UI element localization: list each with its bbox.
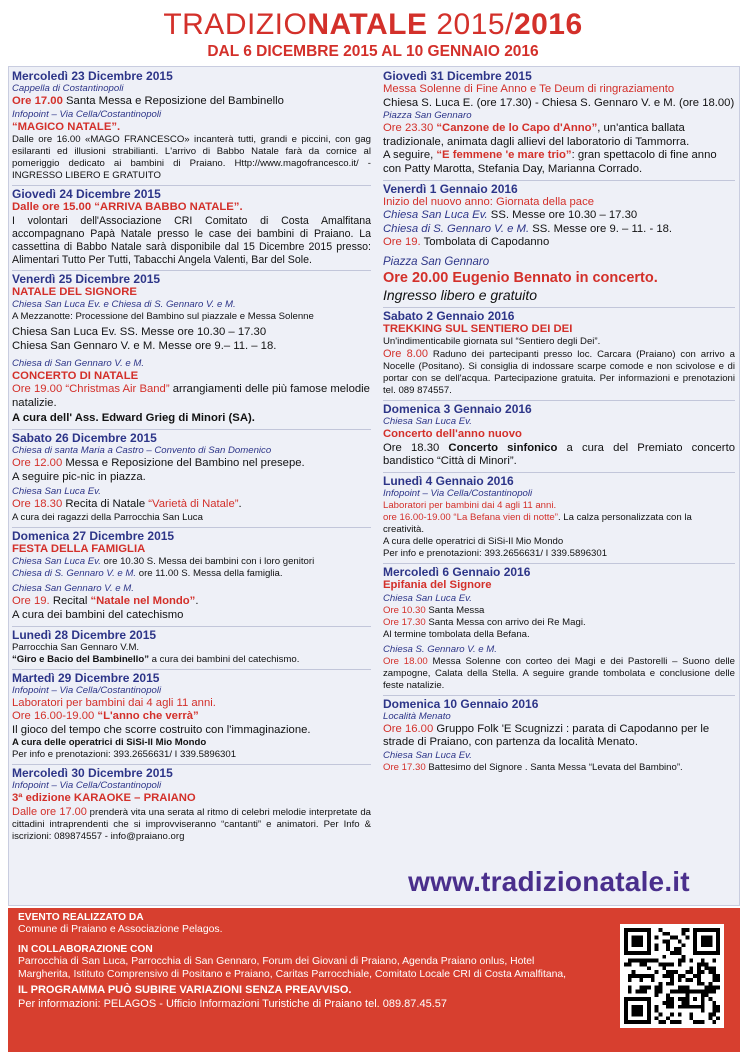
event-time: Ore 16.00-19.00 <box>12 710 98 723</box>
event-line: Chiesa San Luca Ev. SS. Messe ore 10.30 – 17.30 <box>12 326 267 339</box>
event-text: Recita di Natale <box>62 498 149 511</box>
event-line: Un'indimenticabile giornata sul “Sentiero degli Dei”. <box>383 336 601 348</box>
event-body: Raduno dei partecipanti presso loc. Carcara (Praiano) con arrivo a Nocelle (Positano). Si consiglia di indossare scarpe comode e non scivolose e di portar con se dell'acqua. Partecipazione gratuita. Per informazioni e prenotazioni tel. 089 874557. <box>383 349 735 397</box>
qr-code-graphic <box>624 928 720 1024</box>
event-line: Laboratori per bambini dai 4 agli 11 anni. <box>12 696 216 709</box>
event-location: Infopoint – Via Cella/Costantinopoli <box>383 487 533 499</box>
event-location: Chiesa di santa Maria a Castro – Convento di San Domenico <box>12 444 272 456</box>
event-credit: A cura dell' Ass. Edward Grieg di Minori (SA). <box>12 412 255 425</box>
website-link[interactable]: www.tradizionatale.it <box>408 866 690 897</box>
event-body: Gruppo Folk 'E Scugnizzi : parata di Capodanno per le strade di Praiano, con partenza da località Menato. <box>383 722 710 749</box>
event-location: Piazza San Gennaro <box>383 255 490 268</box>
event-time: Ore 18.00 <box>383 655 428 667</box>
event-location: Parrocchia San Gennaro V.M. <box>12 641 140 653</box>
event-title: NATALE DEL SIGNORE <box>12 285 137 298</box>
event-title: “MAGICO NATALE”. <box>12 120 121 133</box>
event-highlight: “La Befana vien di notte” <box>453 511 558 523</box>
footer-warning: IL PROGRAMMA PUÒ SUBIRE VARIAZIONI SENZA PREAVVISO. <box>18 983 352 996</box>
footer-contact: Per informazioni: PELAGOS - Ufficio Informazioni Turistiche di Praiano tel. 089.87.45.57 <box>18 997 448 1010</box>
event-title: Concerto dell'anno nuovo <box>383 428 522 441</box>
event-time: Ore 10.30 <box>383 604 426 616</box>
event-title: FESTA DELLA FAMIGLIA <box>12 542 146 555</box>
right-column <box>379 67 741 777</box>
event-location: Piazza San Gennaro <box>383 110 472 122</box>
event-jan-4: Lunedì 4 Gennaio 2016 Infopoint – Via Cella/Costantinopoli Laboratori per bambini dai 4 agli 11 anni. ore 16.00-19.00 “La Befana vien di notte”. La calza personalizzata con la creatività. A cura delle operatrici di SiSi-Il Mio Mondo Per info e prenotazioni: 393.2656631/ I 339.5896301 <box>383 472 735 563</box>
event-date: Mercoledì 6 Gennaio 2016 <box>383 564 531 579</box>
footer-partners: Parrocchia di San Luca, Parrocchia di San Gennaro, Forum dei Giovani di Praiano, Agenda Praiano onlus, Hotel Margherita, Istituto Comprensivo di Positano e Praiano, Caritas Parrocchiale, Comitato Locale CRI di Costa Amalfitana, <box>18 956 567 980</box>
event-location: Infopoint – Via Cella/Costantinopoli <box>12 684 162 696</box>
event-date: Sabato 2 Gennaio 2016 <box>383 308 515 323</box>
poster-title: TRADIZIONATALE 2015/2016 <box>163 8 583 41</box>
event-location: Chiesa San Luca Ev. <box>12 486 101 498</box>
event-time: Ore 16.00 <box>383 722 434 735</box>
event-time: Ore 19.00 <box>12 383 66 396</box>
event-date: Venerdì 1 Gennaio 2016 <box>383 181 518 196</box>
event-title: Inizio del nuovo anno: Giornata della pace <box>383 195 595 208</box>
event-highlight: Concerto sinfonico <box>448 441 558 454</box>
event-location: Chiesa San Luca Ev. <box>383 592 472 604</box>
event-location: Chiesa di San Gennaro V. e M. <box>12 357 145 369</box>
event-location: Chiesa San Luca Ev. <box>383 209 488 222</box>
event-dec-24 <box>12 185 371 270</box>
event-text: arrangiamenti delle più famose melodie natalizie. <box>12 383 370 409</box>
event-jan-2 <box>383 307 735 401</box>
event-date: Lunedì 4 Gennaio 2016 <box>383 473 514 488</box>
event-highlight: “Natale nel Mondo” <box>90 595 196 608</box>
event-location: Chiesa San Luca Ev. e Chiesa di S. Gennaro V. e M. <box>12 299 236 311</box>
event-title: CONCERTO DI NATALE <box>12 369 139 382</box>
event-dec-31: Giovedì 31 Dicembre 2015 Messa Solenne di Fine Anno e Te Deum di ringraziamento Chiesa S. Luca E. (ore 17.30) - Chiesa S. Gennaro V. e M. (ore 18.00) Piazza San Gennaro Ore 23.30 “Canzone de lo Capo d'Anno”, un'antica ballata tradizionale, animata dagli allievi del laboratorio di Tammorra. A seguire, “E femmene 'e mare trio”: gran spettacolo di fine anno con Patty Marotta, Stefania Day, Marianna Corrado. <box>383 69 735 175</box>
event-location: Chiesa San Luca Ev. <box>383 416 472 428</box>
event-free-entry: Ingresso libero e gratuito <box>383 286 538 303</box>
event-credit: A cura dei ragazzi della Parrocchia San Luca <box>12 511 203 523</box>
event-line: Laboratori per bambini dai 4 agli 11 anni. <box>383 499 557 511</box>
event-date: Giovedì 24 Dicembre 2015 <box>12 187 161 202</box>
event-time: ore 16.00-19.00 <box>383 511 454 523</box>
event-body: Il gioco del tempo che scorre costruito con l'immaginazione. <box>12 723 311 736</box>
event-info: Per info e prenotazioni: 393.2656631/ I 339.5896301 <box>12 749 237 761</box>
event-location: Località Menato <box>383 710 451 722</box>
event-line: Chiesa San Gennaro V. e M. Messe ore 9.– 11. – 18. <box>12 339 277 352</box>
event-title: Messa Solenne di Fine Anno e Te Deum di ringraziamento <box>383 83 675 95</box>
events-panel <box>8 66 740 906</box>
event-time: Ore 8.00 <box>383 348 429 361</box>
event-text: Messa e Reposizione del Bambino nel presepe. <box>62 456 305 469</box>
poster-subtitle: DAL 6 DICEMBRE 2015 AL 10 GENNAIO 2016 <box>207 43 539 60</box>
event-jan-10: Domenica 10 Gennaio 2016 Località Menato Ore 16.00 Gruppo Folk 'E Scugnizzi : parata di Capodanno per le strade di Praiano, con partenza da località Menato. Chiesa San Luca Ev. Ore 17.30 Battesimo del Signore . Santa Messa “Levata del Bambino”. <box>383 695 735 777</box>
event-highlight: “E femmene 'e mare trio” <box>436 149 572 162</box>
footer-organizers: Comune di Praiano e Associazione Pelagos. <box>18 924 223 935</box>
footer-collab-heading: IN COLLABORAZIONE CON <box>18 944 153 956</box>
event-info: Per info e prenotazioni: 393.2656631/ I 339.5896301 <box>383 547 608 559</box>
event-dec-30 <box>12 764 371 846</box>
event-credit: A cura delle operatrici di SiSi-Il Mio Mondo <box>12 737 207 749</box>
event-jan-3: Domenica 3 Gennaio 2016 Chiesa San Luca Ev. Concerto dell'anno nuovo Ore 18.30 Concerto sinfonico a cura del Premiato concerto bandistico “Città di Minori”. <box>383 400 735 472</box>
event-line: Al termine tombolata della Befana. <box>383 628 530 640</box>
event-location: Infopoint – Via Cella/Costantinopoli <box>12 780 162 792</box>
event-date: Venerdì 25 Dicembre 2015 <box>12 271 161 286</box>
event-line: A seguire pic-nic in piazza. <box>12 470 146 483</box>
event-credit: A cura dei bambini del catechismo <box>12 608 184 621</box>
event-date: Giovedì 31 Dicembre 2015 <box>383 69 532 83</box>
event-location: Chiesa San Gennaro V. e M. <box>12 583 134 595</box>
event-title: Epifania del Signore <box>383 578 492 591</box>
poster-header <box>0 0 746 66</box>
event-body: I volontari dell'Associazione CRI Comitato di Costa Amalfitana accompagnano Papà Natale presso le case dei bambini di Praiano. La cassettina di Babbo Natale sarà disponibile dal 15 Dicembre 2015 presso: Alimentari Tutto Per Tutti, Tabacchi Angela Valenti, Bar del Sole. <box>12 214 371 266</box>
event-time: Ore 19. <box>383 236 421 249</box>
event-time: Ore 23.30 <box>383 122 437 135</box>
event-date: Lunedì 28 Dicembre 2015 <box>12 627 157 642</box>
event-concert: Ore 20.00 Eugenio Bennato in concerto. <box>383 269 658 286</box>
event-time: Ore 17.30 <box>383 761 426 773</box>
event-dec-27: Domenica 27 Dicembre 2015 FESTA DELLA FAMIGLIA Chiesa San Luca Ev. ore 10.30 S. Messa dei bambini con i loro genitori Chiesa di S. Gennaro V. e M. ore 11.00 S. Messa della famiglia. Chiesa San Gennaro V. e M. Ore 19. Recital “Natale nel Mondo”. A cura dei bambini del catechismo <box>12 527 371 626</box>
event-line: A Mezzanotte: Processione del Bambino sul piazzale e Messa Solenne <box>12 311 314 323</box>
event-jan-1: Venerdì 1 Gennaio 2016 Inizio del nuovo anno: Giornata della pace Chiesa San Luca Ev. SS. Messe ore 10.30 – 17.30 Chiesa di S. Gennaro V. e M. SS. Messe ore 9. – 11. - 18. Ore 19. Tombolata di Capodanno Piazza San Gennaro Ore 20.00 Eugenio Bennato in concerto. Ingresso libero e gratuito <box>383 180 735 307</box>
event-date: Domenica 10 Gennaio 2016 <box>383 696 539 711</box>
event-time: Ore 18.30 <box>12 498 63 511</box>
event-dec-28: Lunedì 28 Dicembre 2015 Parrocchia San Gennaro V.M. “Giro e Bacio del Bambinello” a cura dei bambini del catechismo. <box>12 626 371 669</box>
footer-made-by: EVENTO REALIZZATO DA <box>18 912 144 923</box>
event-time: Ore 19. <box>12 595 50 608</box>
event-highlight: “Canzone de lo Capo d'Anno” <box>436 122 598 135</box>
event-date: Martedì 29 Dicembre 2015 <box>12 670 160 685</box>
event-body: prenderà vita una serata al ritmo di celebri melodie interpretate da cittadini intraprendenti che si improvviseranno “cantanti” e animatori. Per Info & iscrizioni: 089874557 - info@praiano.org <box>12 806 371 842</box>
event-credit: A cura delle operatrici di SiSi-Il Mio Mondo <box>383 535 564 547</box>
qr-code <box>620 924 724 1028</box>
event-title: “L'anno che verrà” <box>97 710 199 723</box>
event-location: Infopoint – Via Cella/Costantinopoli <box>12 108 162 120</box>
event-body: Dalle ore 16.00 «MAGO FRANCESCO» incanterà tutti, grandi e piccini, con gag esilaranti ed illusioni strabilianti. L'arrivo di Babbo Natale farà da cornice al pomeriggio dedicato ai bambini di Praiano. Http://www.magofrancesco.it/ - INGRESSO LIBERO E GRATUITO <box>12 134 371 182</box>
event-date: Domenica 3 Gennaio 2016 <box>383 402 532 417</box>
event-line: Chiesa S. Luca E. (ore 17.30) - Chiesa S. Gennaro V. e M. (ore 18.00) <box>383 96 735 109</box>
event-location: Chiesa San Luca Ev. <box>12 556 101 568</box>
left-column <box>9 67 375 846</box>
event-highlight: “Varietà di Natale” <box>148 498 239 511</box>
event-time: Ore 12.00 <box>12 456 63 469</box>
event-location: Chiesa San Luca Ev. <box>383 749 472 761</box>
event-location: Cappella di Costantinopoli <box>12 83 124 94</box>
event-text: Santa Messa e Reposizione del Bambinello <box>62 95 284 107</box>
event-title: 3ª edizione KARAOKE – PRAIANO <box>12 792 196 805</box>
event-location: Chiesa S. Gennaro V. e M. <box>383 643 497 655</box>
event-title: Dalle ore 15.00 “ARRIVA BABBO NATALE”. <box>12 201 243 214</box>
event-location: Chiesa di S. Gennaro V. e M. <box>12 568 137 580</box>
event-title: TREKKING SUL SENTIERO DEI DEI <box>383 322 573 335</box>
event-date: Mercoledì 23 Dicembre 2015 <box>12 69 173 83</box>
event-date: Domenica 27 Dicembre 2015 <box>12 528 175 543</box>
event-location: Chiesa di S. Gennaro V. e M. <box>383 222 530 235</box>
event-highlight: “Christmas Air Band” <box>65 383 170 396</box>
event-dec-23 <box>12 68 371 185</box>
event-jan-6: Mercoledì 6 Gennaio 2016 Epifania del Signore Chiesa San Luca Ev. Ore 10.30 Santa Messa Ore 17.30 Santa Messa con arrivo dei Re Magi. Al termine tombolata della Befana. Chiesa S. Gennaro V. e M. Ore 18.00 Messa Solenne con corteo dei Magi e dei Pastorelli – Suono delle zampogne, Calata della Stella. A seguire grande tombolata e conclusione delle feste natalizie. <box>383 563 735 695</box>
event-dec-26: Sabato 26 Dicembre 2015 Chiesa di santa Maria a Castro – Convento di San Domenico Ore 12.00 Messa e Reposizione del Bambino nel presepe. A seguire pic-nic in piazza. Chiesa San Luca Ev. Ore 18.30 Recita di Natale “Varietà di Natale”. A cura dei ragazzi della Parrocchia San Luca <box>12 429 371 527</box>
event-dec-29 <box>12 669 371 765</box>
event-date: Mercoledì 30 Dicembre 2015 <box>12 766 173 781</box>
event-time: Ore 17.30 <box>383 616 426 628</box>
footer-banner <box>8 908 740 1052</box>
event-time: Dalle ore 17.00 <box>12 805 87 818</box>
event-time: Ore 17.00 <box>12 95 63 107</box>
event-title: “Giro e Bacio del Bambinello” <box>12 653 150 665</box>
event-date: Sabato 26 Dicembre 2015 <box>12 430 157 445</box>
event-dec-25 <box>12 270 371 429</box>
